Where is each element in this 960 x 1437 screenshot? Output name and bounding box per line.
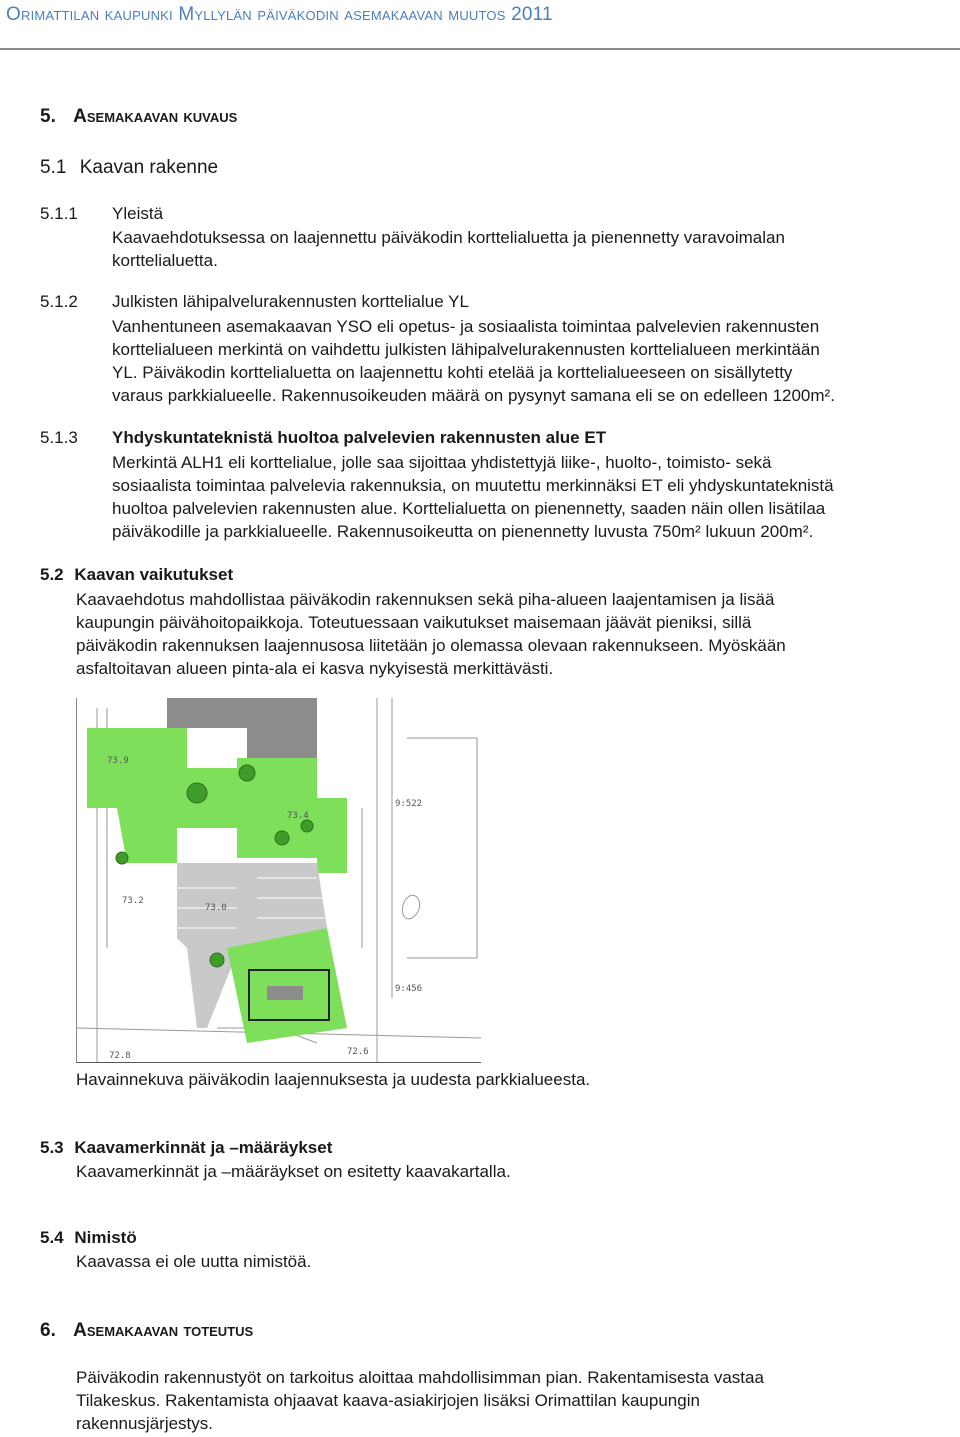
body-line: Vanhentuneen asemakaavan YSO eli opetus- ja sosiaalista toimintaa palvelevien rakennusten bbox=[112, 317, 820, 336]
body-line: Kaavaehdotuksessa on laajennettu päiväkodin korttelialuetta ja pienennetty varavoimalan bbox=[112, 228, 785, 247]
section-title: Nimistö bbox=[74, 1228, 137, 1247]
section-title: Asemakaavan toteutus bbox=[73, 1320, 254, 1341]
elevation-label: 72.8 bbox=[109, 1051, 131, 1061]
section-number: 6. bbox=[40, 1320, 56, 1341]
section-5-1-3-body bbox=[112, 451, 834, 543]
section-title: Kaavamerkinnät ja –määräykset bbox=[74, 1138, 333, 1157]
elevation-label: 73.2 bbox=[122, 896, 144, 906]
building-shape bbox=[267, 986, 303, 1000]
site-plan-figure bbox=[76, 698, 481, 1063]
elevation-label: 73.4 bbox=[287, 811, 309, 821]
elevation-label: 73.0 bbox=[205, 903, 227, 913]
header-divider bbox=[0, 48, 960, 50]
section-5-1-3-title: Yhdyskuntateknistä huoltoa palvelevien rakennusten alue ET bbox=[112, 428, 607, 447]
page-header bbox=[0, 0, 960, 50]
section-5-1-1-title: Yleistä bbox=[112, 204, 164, 223]
elevation-label: 72.6 bbox=[347, 1047, 369, 1057]
section-number: 5.4 bbox=[40, 1228, 64, 1247]
body-line: rakennusjärjestys. bbox=[76, 1414, 214, 1433]
body-line: sosiaalista toimintaa palvelevia rakennuksia, on muutettu merkinnäksi ET eli yhdyskuntateknistä bbox=[112, 476, 834, 495]
body-line: Kaavassa ei ole uutta nimistöä. bbox=[76, 1252, 312, 1271]
section-5-3-body bbox=[76, 1160, 511, 1183]
body-line: päiväkodille ja parkkialueelle. Rakennusoikeutta on pienennetty luvusta 750m² lukuun 200m². bbox=[112, 522, 814, 541]
section-5-1-2-number: 5.1.2 bbox=[40, 292, 78, 311]
body-line: asfaltoitavan alueen pinta-ala ei kasva nykyisestä merkittävästi. bbox=[76, 659, 554, 678]
section-title: Kaavan vaikutukset bbox=[74, 565, 234, 584]
plot-label: 9:456 bbox=[395, 984, 423, 994]
section-5-1-2-body bbox=[112, 315, 835, 407]
section-number: 5.3 bbox=[40, 1138, 64, 1157]
body-line: päiväkodin rakennuksen laajennusosa liitetään jo olemassa olevaan rakennukseen. Myöskään bbox=[76, 636, 786, 655]
body-line: kaupungin päivähoitopaikkoja. Toteutuessaan vaikutukset maisemaan jäävät pieniksi, sillä bbox=[76, 613, 752, 632]
body-line: huoltoa palvelevien rakennusten alue. Korttelialuetta on pienennetty, saaden näin ollen lisätilaa bbox=[112, 499, 826, 518]
section-6-body bbox=[76, 1366, 764, 1435]
section-title: Kaavan rakenne bbox=[79, 157, 219, 178]
section-5-2-body bbox=[76, 588, 786, 680]
body-line: YL. Päiväkodin korttelialuetta on laajennettu kohti etelää ja korttelialueeseen on sisällytetty bbox=[112, 363, 793, 382]
section-title: Asemakaavan kuvaus bbox=[73, 106, 238, 127]
section-5-1-1-number: 5.1.1 bbox=[40, 204, 78, 223]
section-5-1-3-number: 5.1.3 bbox=[40, 428, 78, 447]
body-line: korttelialuetta. bbox=[112, 251, 218, 270]
body-line: korttelialueen merkintä on vaihdettu julkisten lähipalvelurakennusten korttelialueen merkintään bbox=[112, 340, 820, 359]
body-line: Kaavaehdotus mahdollistaa päiväkodin rakennuksen sekä piha-alueen laajentamisen ja lisää bbox=[76, 590, 775, 609]
body-line: Päiväkodin rakennustyöt on tarkoitus aloittaa mahdollisimman pian. Rakentamisesta vastaa bbox=[76, 1368, 764, 1387]
figure-caption: Havainnekuva päiväkodin laajennuksesta ja uudesta parkkialueesta. bbox=[76, 1070, 591, 1089]
section-5-1-1-body bbox=[112, 226, 785, 272]
section-5-1-2-title: Julkisten lähipalvelurakennusten korttelialue YL bbox=[112, 292, 469, 311]
body-line: Tilakeskus. Rakentamista ohjaavat kaava-asiakirjojen lisäksi Orimattilan kaupungin bbox=[76, 1391, 700, 1410]
section-5-1-heading bbox=[40, 157, 218, 179]
section-5-4-body bbox=[76, 1250, 311, 1273]
plot-label: 9:522 bbox=[395, 799, 423, 809]
section-number: 5.1 bbox=[40, 157, 67, 178]
section-5-2-heading bbox=[40, 565, 233, 585]
section-number: 5.2 bbox=[40, 565, 64, 584]
body-line: Merkintä ALH1 eli korttelialue, jolle saa sijoittaa yhdistettyjä liike-, huolto-, toimisto- sekä bbox=[112, 453, 772, 472]
section-5-3-heading bbox=[40, 1138, 332, 1158]
elevation-label: 73.9 bbox=[107, 756, 129, 766]
section-6-heading bbox=[40, 1320, 253, 1342]
section-5-heading bbox=[40, 106, 237, 128]
document-title: Orimattilan kaupunki Myllylän päiväkodin asemakaavan muutos 2011 bbox=[6, 4, 553, 25]
body-line: Kaavamerkinnät ja –määräykset on esitetty kaavakartalla. bbox=[76, 1162, 511, 1181]
site-plan-drawing bbox=[77, 698, 481, 1062]
section-5-4-heading bbox=[40, 1228, 137, 1248]
section-number: 5. bbox=[40, 106, 56, 127]
body-line: varaus parkkialueelle. Rakennusoikeuden määrä on pysynyt samana eli se on edelleen 1200m². bbox=[112, 386, 835, 405]
